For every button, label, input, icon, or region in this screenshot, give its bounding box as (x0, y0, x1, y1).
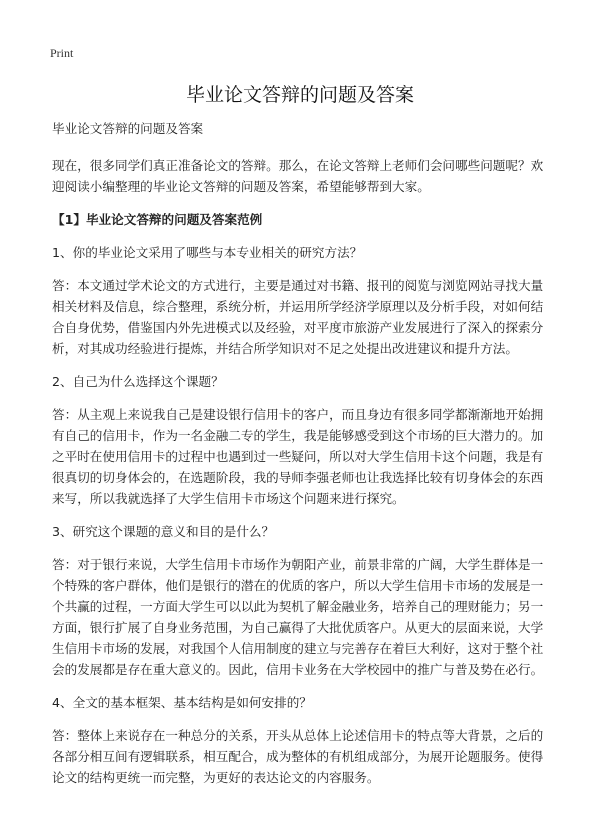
answer-3: 答：对于银行来说，大学生信用卡市场作为朝阳产业，前景非常的广阔，大学生群体是一个特殊的客户群体，他们是银行的潜在的优质的客户，所以大学生信用卡市场的发展是一个共赢的过程，一方面大学生可以以此为契机了解金融业务，培养自己的理财能力；另一方面，银行扩展了自身业务范围，为自己赢得了大批优质客户。从更大的层面来说，大学生信用卡市场的发展，对我国个人信用制度的建立与完善存在着巨大利好，这对于整个社会的发展都是存在重大意义的。因此，信用卡业务在大学校园中的推广与普及势在必行。 (52, 557, 544, 677)
page-title: 毕业论文答辩的问题及答案 (185, 84, 414, 106)
answer-1: 答：本文通过学术论文的方式进行，主要是通过对书籍、报刊的阅览与浏览网站寻找大量相关材料及信息，综合整理，系统分析，并运用所学经济学原理以及分析手段，对如何结合自身优势，借鉴国内外先进模式以及经验，对平度市旅游产业发展进行了深入的探索分析，对其成功经验进行提炼，并结合所学知识对不足之处提出改进建议和提升方法。 (52, 278, 544, 356)
question-2: 2、自己为什么选择这个课题？ (52, 374, 224, 389)
answer-2: 答：从主观上来说我自己是建设银行信用卡的客户，而且身边有很多同学都渐渐地开始拥有自己的信用卡，作为一名金融二专的学生，我是能够感受到这个市场的巨大潜力的。加之平时在使用信用卡的过程中也遇到过一些疑问，所以对大学生信用卡这个问题，我是有很真切的切身体会的，在选题阶段，我的导师李强老师也让我选择比较有切身体会的东西来写，所以我就选择了大学生信用卡市场这个问题来进行探究。 (52, 407, 544, 506)
answer-4: 答：整体上来说存在一种总分的关系，开头从总体上论述信用卡的特点等大背景，之后的各部分相互间有逻辑联系，相互配合，成为整体的有机组成部分，为展开论题服务。使得论文的结构更统一而完整，为更好的表达论文的内容服务。 (52, 728, 544, 785)
question-4: 4、全文的基本框架、基本结构是如何安排的？ (52, 695, 312, 710)
section-heading: 【1】毕业论文答辩的问题及答案范例 (52, 212, 263, 227)
question-3: 3、研究这个课题的意义和目的是什么？ (52, 524, 275, 539)
question-1: 1、你的毕业论文采用了哪些与本专业相关的研究方法？ (52, 245, 363, 260)
print-label[interactable]: Print (50, 46, 74, 60)
article-body (52, 118, 552, 800)
intro-paragraph: 现在，很多同学们真正准备论文的答辩。那么，在论文答辩上老师们会问哪些问题呢？欢迎阅读小编整理的毕业论文答辩的问题及答案，希望能够帮到大家。 (52, 158, 544, 194)
article-subtitle: 毕业论文答辩的问题及答案 (52, 121, 204, 136)
